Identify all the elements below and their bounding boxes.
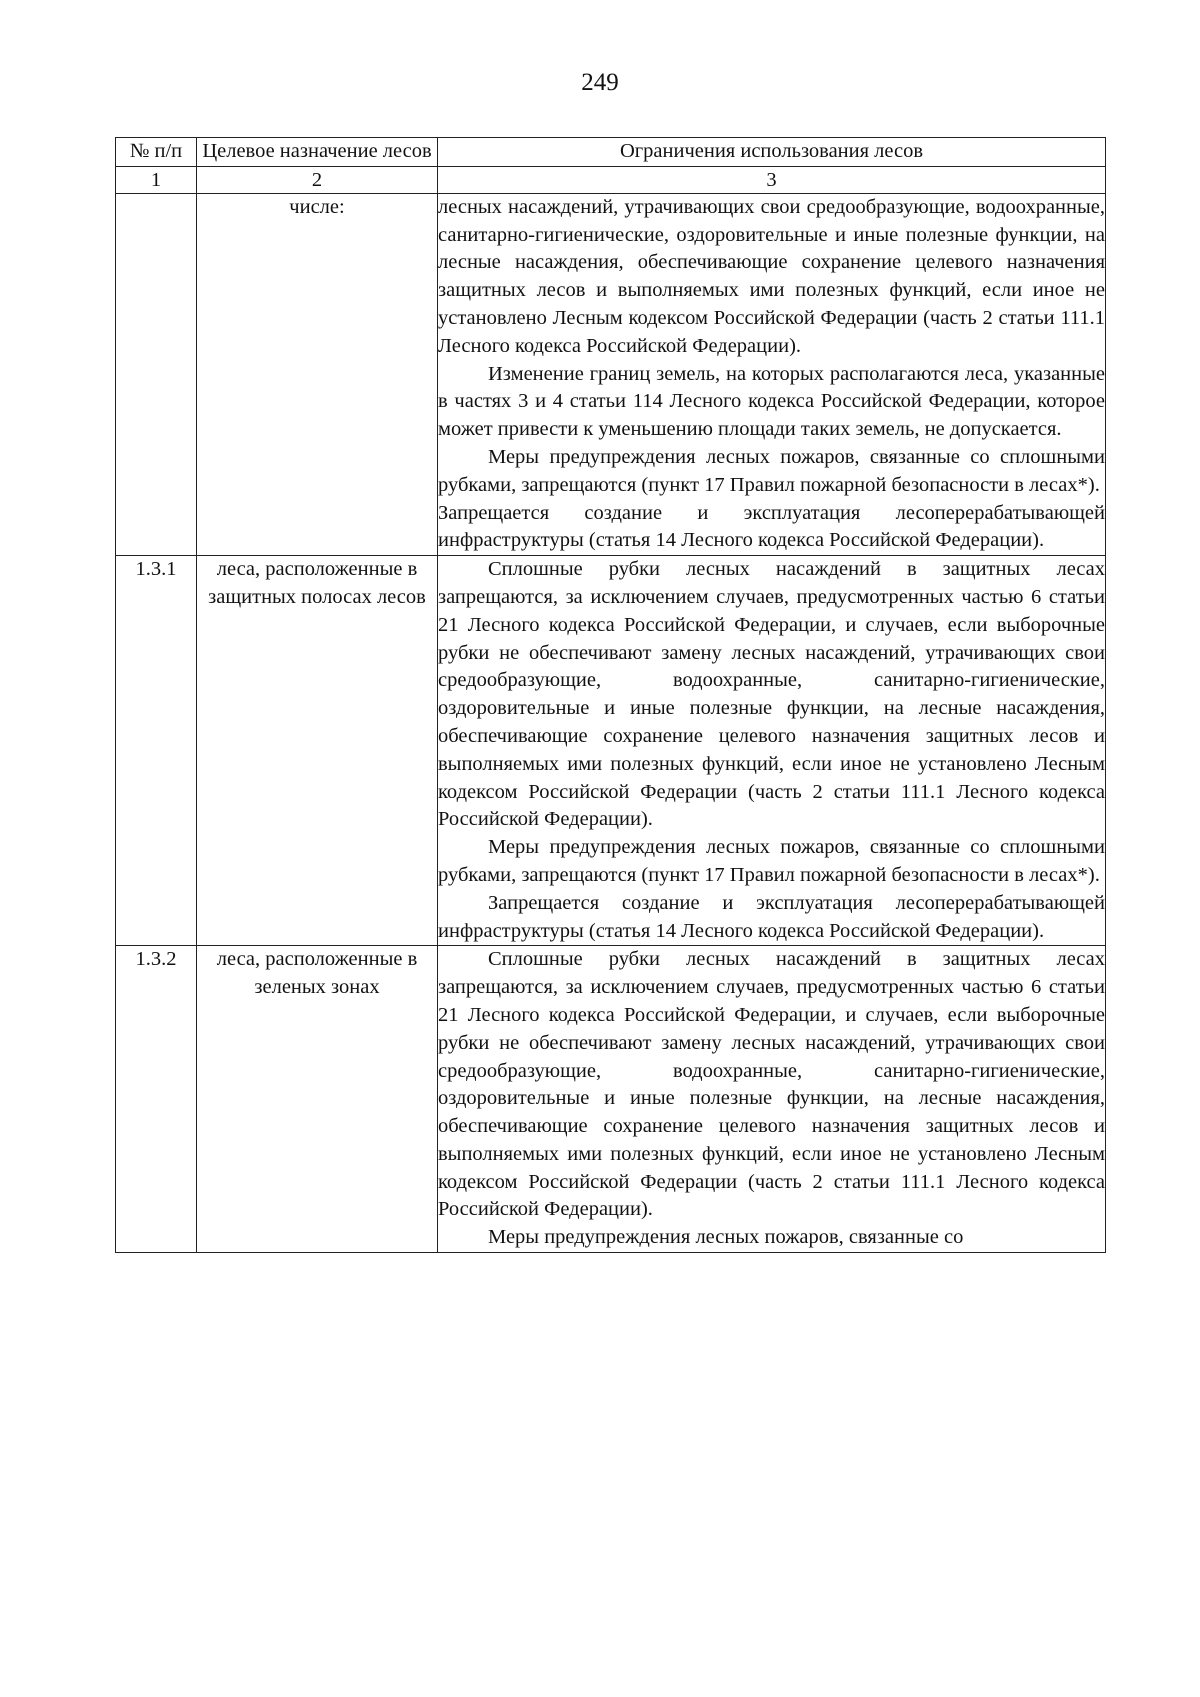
table-header-row [116,138,1106,167]
row-restrictions [438,946,1106,1253]
column-number: 3 [438,166,1106,193]
restriction-paragraph: лесных насаждений, утрачивающих свои средообразующие, водоохранные, санитарно-гигиенические, оздоровительные и иные полезные функции, на лесные насаждения, обеспечивающие сохранение целевого назначения защитных лесов и выполняемых ими полезных функций, если иное не установлено Лесным кодексом Российской Федерации (часть 2 статьи 111.1 Лесного кодекса Российской Федерации). [438,195,1105,357]
row-number: 1.3.2 [116,946,197,1253]
restriction-paragraph: Запрещается создание и эксплуатация лесоперерабатывающей инфраструктуры (статья 14 Лесного кодекса Российской Федерации). [438,501,1105,552]
row-purpose: леса, расположенные в защитных полосах лесов [197,556,438,946]
restriction-paragraph: Сплошные рубки лесных насаждений в защитных лесах запрещаются, за исключением случаев, предусмотренных частью 6 статьи 21 Лесного кодекса Российской Федерации, и случаев, если выборочные рубки не обеспечивают замену лесных насаждений, утрачивающих свои средообразующие, водоохранные, санитарно-гигиенические, оздоровительные и иные полезные функции, на лесные насаждения, обеспечивающие сохранение целевого назначения защитных лесов и выполняемых ими полезных функций, если иное не установлено Лесным кодексом Российской Федерации (часть 2 статьи 111.1 Лесного кодекса Российской Федерации). [438,948,1105,1221]
restriction-paragraph: Меры предупреждения лесных пожаров, связанные со сплошными рубками, запрещаются (пункт 17 Правил пожарной безопасности в лесах*). [438,836,1105,886]
restriction-paragraph: Сплошные рубки лесных насаждений в защитных лесах запрещаются, за исключением случаев, предусмотренных частью 6 статьи 21 Лесного кодекса Российской Федерации, и случаев, если выборочные рубки не обеспечивают замену лесных насаждений, утрачивающих свои средообразующие, водоохранные, санитарно-гигиенические, оздоровительные и иные полезные функции, на лесные насаждения, обеспечивающие сохранение целевого назначения защитных лесов и выполняемых ими полезных функций, если иное не установлено Лесным кодексом Российской Федерации (часть 2 статьи 111.1 Лесного кодекса Российской Федерации). [438,558,1105,831]
restriction-paragraph: Меры предупреждения лесных пожаров, связанные со сплошными рубками, запрещаются (пункт 17 Правил пожарной безопасности в лесах*). [438,445,1105,496]
row-restrictions [438,193,1106,555]
column-number: 2 [197,166,438,193]
restriction-paragraph: Запрещается создание и эксплуатация лесоперерабатывающей инфраструктуры (статья 14 Лесного кодекса Российской Федерации). [438,891,1105,942]
row-number: 1.3.1 [116,556,197,946]
header-restrictions: Ограничения использования лесов [438,138,1106,167]
forest-restrictions-table [115,137,1106,1253]
header-num: № п/п [116,138,197,167]
table-row [116,556,1106,946]
row-purpose: леса, расположенные в зеленых зонах [197,946,438,1253]
column-number-row [116,166,1106,193]
table-row [116,946,1106,1253]
header-purpose: Целевое назначение лесов [197,138,438,167]
page-number: 249 [581,69,619,96]
row-purpose: числе: [197,193,438,555]
row-number [116,193,197,555]
table-row [116,193,1106,555]
row-restrictions [438,556,1106,946]
restriction-paragraph: Меры предупреждения лесных пожаров, связанные со [488,1226,964,1249]
column-number: 1 [116,166,197,193]
restriction-paragraph: Изменение границ земель, на которых располагаются леса, указанные в частях 3 и 4 статьи 114 Лесного кодекса Российской Федерации, которое может привести к уменьшению площади таких земель, не допускается. [438,362,1105,441]
